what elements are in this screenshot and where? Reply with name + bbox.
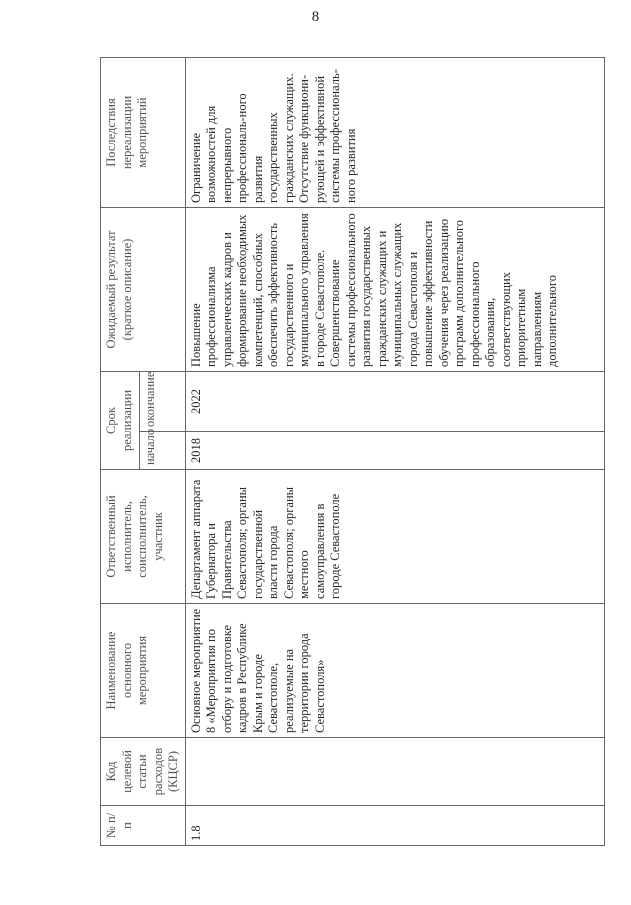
rotated-table [100, 58, 605, 846]
page-number: 8 [311, 9, 320, 25]
header-term: Срок реализации [101, 371, 140, 469]
header-name: Наименование основного мероприятия [101, 604, 186, 738]
cell-responsible: Департамент аппарата Губернатора и Правительства Севастополя; органы государственной власти города Севастополя; органы местного самоуправления в городе Севастополе [185, 470, 605, 604]
cell-result: Повышение профессионализма управленческих кадров и формирование необходимых компетенций, способных обеспечить эффективность государственного и муниципального управления в городе Севастополе. Совершенствование системы профессионального развития государственных гражданских служащих и муниципальных служащих города Севастополя и повышение эффективности обучения через реализацию программ дополнительного профессионального образования, соответствующих приоритетным направлениям дополнительного [185, 207, 605, 371]
events-table [100, 57, 605, 846]
header-end: окончание [139, 371, 185, 431]
cell-name: Основное мероприятие 8 «Мероприятия по отбору и подготовке кадров в Республике Крым и городе Севастополе, реализуемые на территории города Севастополя» [185, 604, 605, 738]
table-container [100, 58, 605, 846]
cell-consequences: Ограничение возможностей для непрерывного профессиональ-ного развития государственных гражданских служащих. Отсутствие функциони-рующей и эффективной системы профессиональ-ного развития [185, 57, 605, 207]
header-start: начало [139, 432, 185, 470]
table-row [185, 57, 605, 845]
header-kcsr: Код целевой статьи расходов (КЦСР) [101, 738, 186, 806]
header-consequences: Последствия нереализации мероприятий [101, 57, 186, 207]
cell-num: 1.8 [185, 806, 605, 846]
header-responsible: Ответственный исполнитель, соисполнитель, участник [101, 470, 186, 604]
header-num: № п/п [101, 806, 186, 846]
cell-start: 2018 [185, 432, 605, 470]
cell-end: 2022 [185, 371, 605, 431]
header-result: Ожидаемый результат (краткое описание) [101, 207, 186, 371]
cell-kcsr [185, 738, 605, 806]
